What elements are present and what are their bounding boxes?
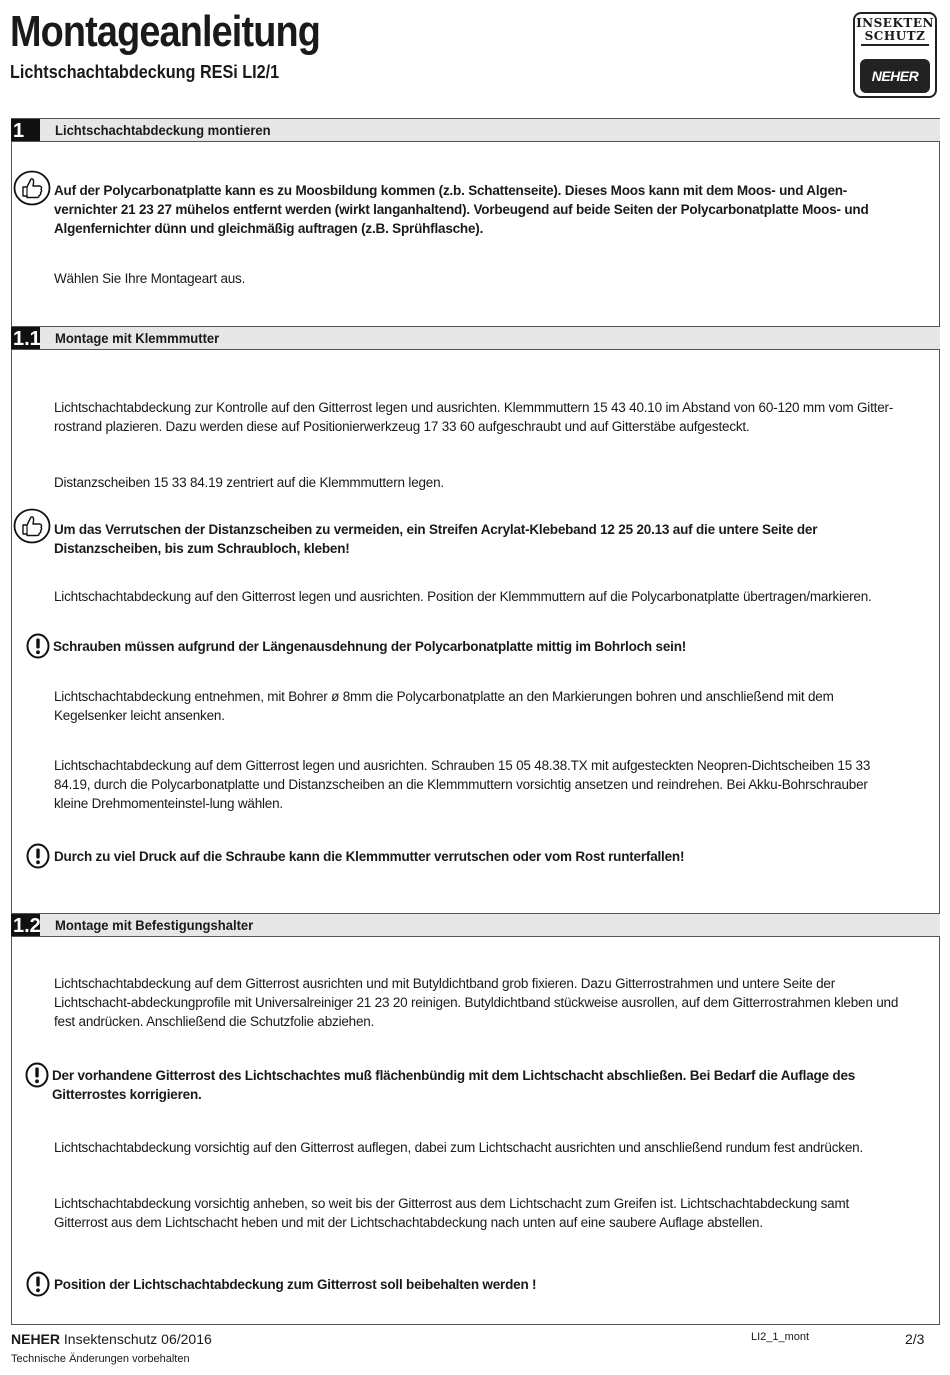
paragraph-screw-in: Lichtschachtabdeckung auf dem Gitterrost legen und ausrichten. Schrauben 15 05 48.38.TX mit aufgesteckten Neopren-Dichtscheiben 15 33 84.19, durch die Polycarbonatplatte und Distanzscheiben an die Klemmmuttern vorsichtig ansetzen und reindrehen. Bei Akku-Bohrschrauber kleine Drehmomenteinstel-lung wählen.: [54, 758, 871, 811]
paragraph-press-down: Lichtschachtabdeckung vorsichtig auf den Gitterrost auflegen, dabei zum Lichtschacht ausrichten und anschließend rundum fest andrücken.: [54, 1140, 863, 1155]
paragraph-mark-position: Lichtschachtabdeckung auf den Gitterrost legen und ausrichten. Position der Klemmmuttern auf die Polycarbonatplatte übertragen/markieren.: [54, 589, 872, 604]
logo-text-line2: SCHUTZ: [864, 29, 926, 43]
warning-icon: [25, 1062, 49, 1088]
section-title: Montage mit Klemmmutter: [55, 330, 220, 346]
paragraph-lift-out: Lichtschachtabdeckung vorsichtig anheben, so weit bis der Gitterrost aus dem Lichtschacht zum Greifen ist. Lichtschachtabdeckung samt Gitterrost aus dem Lichtschacht heben und mit der Lichtschachtabdeckung nach unten auf eine saubere Auflage abstellen.: [54, 1196, 850, 1230]
section-number: 1.2: [13, 915, 41, 937]
section-header-1: [11, 118, 940, 142]
warning-too-much-pressure: Durch zu viel Druck auf die Schraube kann die Klemmmutter verrutschen oder vom Rost runterfallen!: [54, 849, 685, 864]
paragraph-clamp-nut-place: Lichtschachtabdeckung zur Kontrolle auf den Gitterrost legen und ausrichten. Klemmmuttern 15 43 40.10 im Abstand von 60-120 mm vom Gitter-rostrand plazieren. Dazu werden diese auf Positionierwerkzeug 17 33 60 aufgeschraubt und auf Gitterstäbe aufgesteckt.: [54, 400, 894, 434]
page-subtitle: Lichtschachtabdeckung RESi LI2/1: [10, 62, 280, 82]
section-number: 1: [11, 119, 40, 141]
section-title: Lichtschachtabdeckung montieren: [55, 122, 271, 138]
page-title: Montageanleitung: [10, 7, 320, 56]
footer-brand-name: NEHER: [11, 1331, 61, 1347]
paragraph-spacer-discs: Distanzscheiben 15 33 84.19 zentriert auf die Klemmmuttern legen.: [54, 475, 444, 490]
section-title: Montage mit Befestigungshalter: [55, 917, 254, 933]
neher-logo: [853, 12, 937, 98]
warning-icon: [26, 1271, 50, 1297]
warning-icon: [26, 843, 50, 869]
warning-icon: [26, 633, 50, 659]
thumbs-up-icon: [13, 508, 51, 544]
footer-brand-suffix: Insektenschutz 06/2016: [63, 1331, 212, 1347]
logo-brand: NEHER: [860, 59, 930, 93]
tip-adhesive-tape: Um das Verrutschen der Distanzscheiben zu vermeiden, ein Streifen Acrylat-Klebeband 12 25 20.13 auf die untere Seite der Distanzscheiben, bis zum Schraubloch, kleben!: [54, 522, 818, 556]
thumbs-up-icon: [13, 170, 51, 206]
section-header-1-1: [11, 326, 940, 350]
paragraph-drill: Lichtschachtabdeckung entnehmen, mit Bohrer ø 8mm die Polycarbonatplatte an den Markierungen bohren und anschließend mit dem Kegelsenker leicht ansenken.: [54, 689, 834, 723]
warning-flush-grate: Der vorhandene Gitterrost des Lichtschachtes muß flächenbündig mit dem Lichtschacht abschließen. Bei Bedarf die Auflage des Gitterrostes korrigieren.: [52, 1068, 856, 1102]
logo-text-line1: INSEKTEN: [856, 16, 934, 30]
logo-divider: [861, 44, 929, 46]
paragraph-choose-method: Wählen Sie Ihre Montageart aus.: [54, 271, 246, 286]
tip-moss: Auf der Polycarbonatplatte kann es zu Moosbildung kommen (z.b. Schattenseite). Dieses Moos kann mit dem Moos- und Algen-vernichter 21 23 27 mühelos entfernt werden (wirkt langanhaltend). Vorbeugend auf beide Seiten der Polycarbonatplatte Moos- und Algenfernichter dünn und gleichmäßig auftragen (z.B. Sprühflasche).: [54, 183, 869, 236]
warning-screws-centered: Schrauben müssen aufgrund der Längenausdehnung der Polycarbonatplatte mittig im Bohrloch sein!: [53, 639, 687, 654]
footer-brand: [11, 1331, 212, 1347]
section-header-1-2: [11, 913, 940, 937]
footer-page-number: 2/3: [905, 1331, 925, 1347]
section-number: 1.1: [13, 328, 41, 350]
footer-doc-code: LI2_1_mont: [751, 1331, 810, 1343]
paragraph-butyl-tape: Lichtschachtabdeckung auf dem Gitterrost ausrichten und mit Butyldichtband grob fixieren. Dazu Gitterrostrahmen und untere Seite der Lichtschacht-abdeckungprofile mit Universalreiniger 21 23 20 reinigen. Butyldichtband stückweise ausrollen, auf dem Gitterrostrahmen kleben und fest andrücken. Anschließend die Schutzfolie abziehen.: [54, 976, 899, 1029]
footer-note: Technische Änderungen vorbehalten: [11, 1353, 190, 1365]
warning-keep-position: Position der Lichtschachtabdeckung zum Gitterrost soll beibehalten werden !: [54, 1277, 537, 1292]
